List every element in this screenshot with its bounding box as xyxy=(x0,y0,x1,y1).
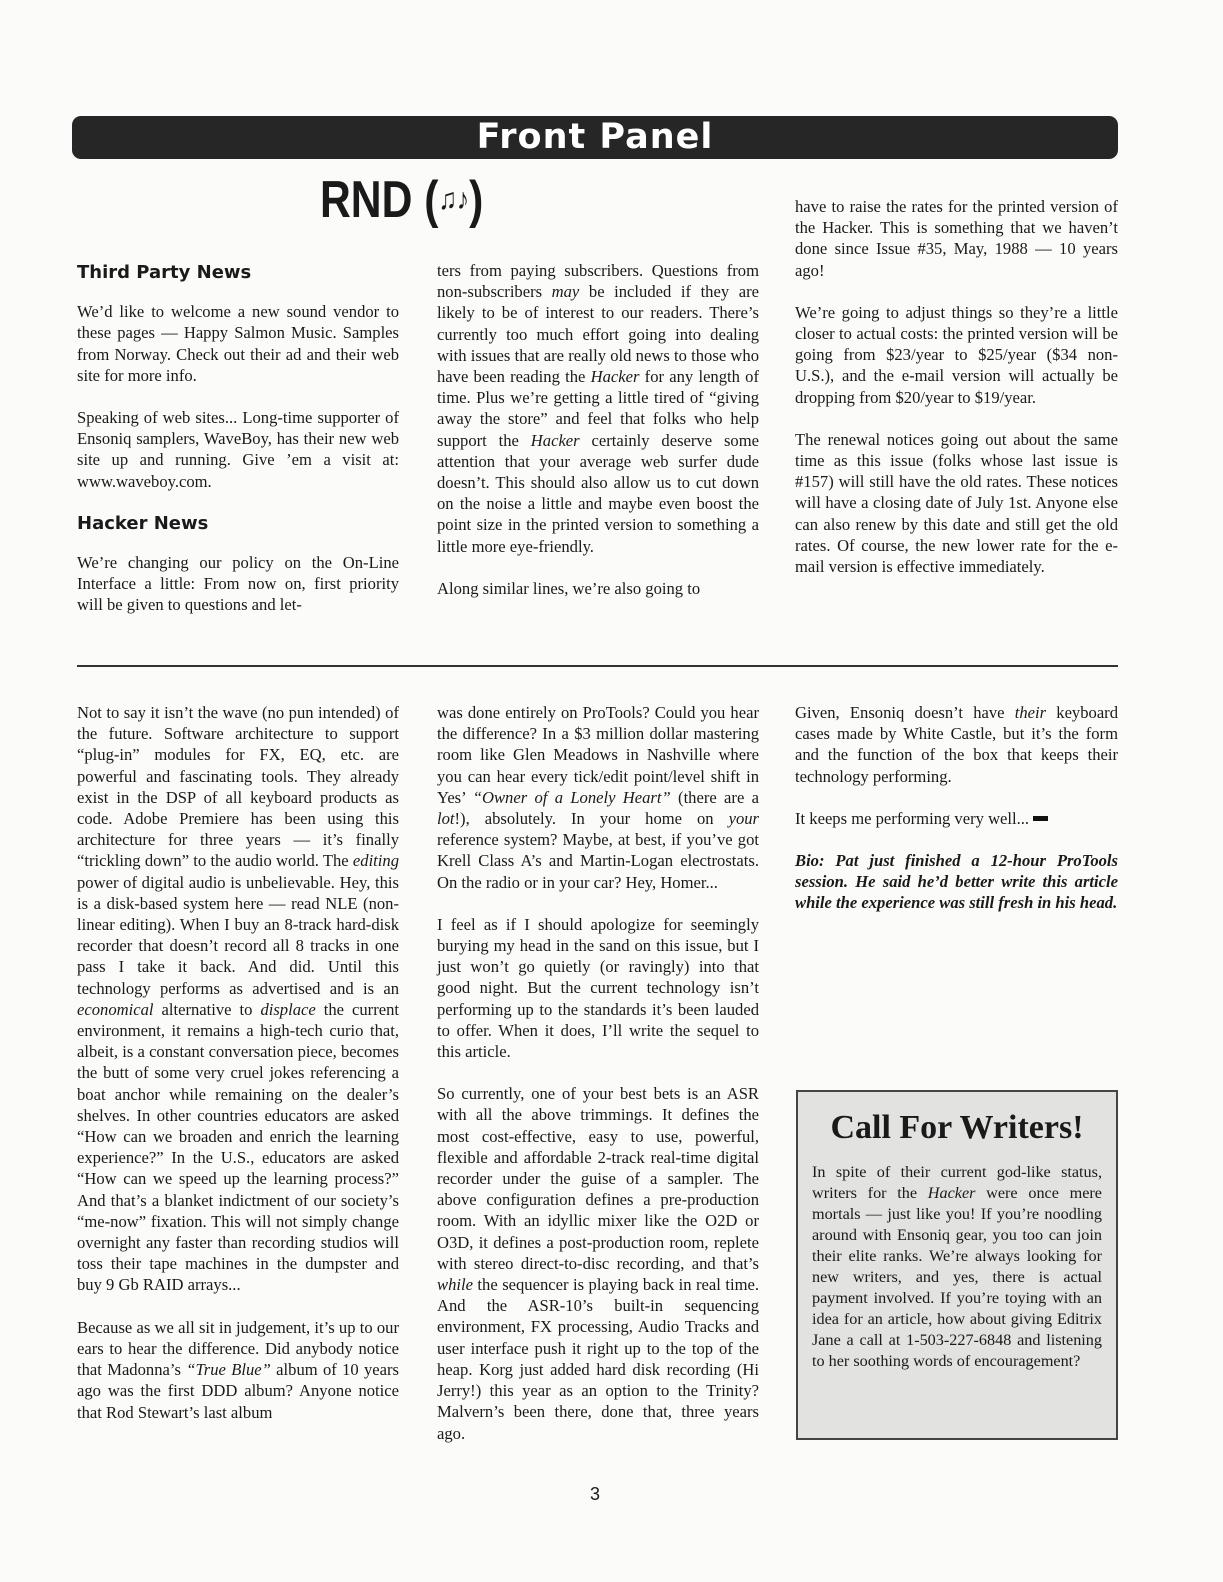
article-paragraph-4: So currently, one of your best bets is an ASR with all the above trimmings. It defines the most cost-effective, easy to use, powerful, flexible and affordable 2-track real-time digital recorder under the guise of a sampler. The above configuration defines a pre-production room. With an idyllic mixer like the O2D or O3D, it defines a post-production room, replete with stereo direct-to-disc recording, and that’s while the sequencer is playing back in real time. And the ASR-10’s built-in sequencing environment, FX processing, Audio Tracks and user interface push it right up to the top of the heap. Korg just added hard disk recording (Hi Jerry!) this year as an option to the Trinity? Malvern’s been there, done that, three years ago. xyxy=(437,1084,759,1443)
top-column-3 xyxy=(795,196,1118,577)
article-title-close: ) xyxy=(469,171,484,229)
hacker-news-paragraph-3: We’re going to adjust things so they’re a little closer to actual costs: the printed version will be going from $23/year to $25/year ($34 non-U.S.), and the e-mail version will actually be dropping from $20/year to $19/year. xyxy=(795,302,1118,407)
article-column-3 xyxy=(795,702,1118,914)
end-mark-icon xyxy=(1033,816,1048,821)
hacker-news-paragraph-1-cont: ters from paying subscribers. Questions from non-subscribers may be included if they are likely to be of interest to our readers. There’s currently too much effort going into dealing with issues that are really old news to those who have been reading the Hacker for any length of time. Plus we’re getting a little tired of “giving away the store” and feel that folks who help support the Hacker certainly deserve some attention that your average web surfer dude doesn’t. This should also allow us to cut down on the noise a little and maybe even boost the point size in the printed version to something a little more eye-friendly. xyxy=(437,261,759,556)
music-notes-icon: ♫♪ xyxy=(438,183,470,216)
article-paragraph-2-cont: was done entirely on ProTools? Could you hear the difference? In a $3 million dollar mastering room like Glen Meadows in Nashville where you can hear every tick/edit point/level shift in Yes’ “Owner of a Lonely Heart” (there are a lot!), absolutely. In your home on your reference system? Maybe, at best, if you’ve got Krell Class A’s and Martin-Logan electrostats. On the radio or in your car? Hey, Homer... xyxy=(437,703,759,892)
author-bio: Bio: Pat just finished a 12-hour ProTools session. He said he’d better write this article while the experience was still fresh in his head. xyxy=(795,851,1118,913)
hacker-news-paragraph-1: We’re changing our policy on the On-Line Interface a little: From now on, first priority will be given to questions and let- xyxy=(77,553,399,615)
third-party-paragraph-2: Speaking of web sites... Long-time supporter of Ensoniq samplers, WaveBoy, has their new web site up and running. Give ’em a visit at: www.waveboy.com. xyxy=(77,408,399,491)
call-for-writers-box xyxy=(796,1090,1118,1440)
article-title-text: RND ( xyxy=(320,171,439,229)
hacker-news-paragraph-2: Along similar lines, we’re also going to xyxy=(437,578,701,598)
closing-line: It keeps me performing very well... xyxy=(795,808,1030,828)
third-party-news-heading: Third Party News xyxy=(77,262,252,283)
article-paragraph-5 xyxy=(795,808,1118,829)
article-column-1 xyxy=(77,702,399,1423)
top-column-1 xyxy=(77,262,399,616)
call-for-writers-title: Call For Writers! xyxy=(830,1109,1084,1146)
hacker-news-paragraph-2-cont: have to raise the rates for the printed version of the Hacker. This is something that we haven’t done since Issue #35, May, 1988 — 10 years ago! xyxy=(795,197,1118,280)
article-paragraph-4-cont: Given, Ensoniq doesn’t have their keyboard cases made by White Castle, but it’s the form and the function of the box that keeps their technology performing. xyxy=(795,703,1119,786)
page-number: 3 xyxy=(590,1484,601,1504)
section-banner: Front Panel xyxy=(72,116,1118,159)
hacker-news-heading: Hacker News xyxy=(77,512,209,534)
third-party-paragraph-1: We’d like to welcome a new sound vendor to these pages — Happy Salmon Music. Samples from Norway. Check out their ad and their web site for more info. xyxy=(77,302,399,385)
top-column-2 xyxy=(437,260,759,599)
article-paragraph-3: I feel as if I should apologize for seemingly burying my head in the sand on this issue, but I just won’t go quietly (or ravingly) into that good night. But the current technology isn’t performing up to the standards it’s been lauded to offer. When it does, I’ll write the sequel to this article. xyxy=(437,914,759,1062)
article-paragraph-2: Because as we all sit in judgement, it’s up to our ears to hear the difference. Did anybody notice that Madonna’s “True Blue” album of 10 years ago was the first DDD album? Anyone notice that Rod Stewart’s last album xyxy=(77,1317,399,1422)
hacker-news-paragraph-4: The renewal notices going out about the same time as this issue (folks whose last issue is #157) will still have the old rates. These notices will have a closing date of July 1st. Anyone else can also renew by this date and still get the old rates. Of course, the new lower rate for the e-mail version is effective immediately. xyxy=(795,429,1118,577)
article-paragraph-1: Not to say it isn’t the wave (no pun intended) of the future. Software architecture to support “plug-in” modules for FX, EQ, etc. are powerful and fascinating tools. They already exist in the DSP of all keyboard products as code. Adobe Premiere has been using this architecture for three years — it’s finally “trickling down” to the audio world. The editing power of digital audio is unbelievable. Hey, this is a disk-based system here — read NLE (non-linear editing). When I buy an 8-track hard-disk recorder that doesn’t record all 8 tracks in one pass I take it back. And did. Until this technology performs as advertised and is an economical alternative to displace the current environment, it remains a high-tech curio that, albeit, is a constant conversation piece, becomes the butt of some very cruel jokes referencing a boat anchor while remaining on the dealer’s shelves. In other countries educators are asked “How can we broaden and enrich the learning experience?” In the U.S., educators are asked “How can we speed up the learning process?” And that’s a blanket indictment of our society’s “me-now” fixation. This will not simply change overnight any faster than recording studios will toss their tape machines in the dumpster and buy 9 Gb RAID arrays... xyxy=(77,703,400,1295)
article-title xyxy=(320,170,483,230)
article-column-2 xyxy=(437,702,759,1444)
section-divider xyxy=(77,665,1118,667)
call-for-writers-body: In spite of their current god-like status, writers for the Hacker were once mere mortals — just like you! If you’re noodling around with Ensoniq gear, you too can join their elite ranks. We’re always looking for new writers, and yes, there is actual payment involved. If you’re toying with an idea for an article, how about giving Editrix Jane a call at 1-503-227-6848 and listening to her soothing words of encouragement? xyxy=(812,1163,1102,1370)
